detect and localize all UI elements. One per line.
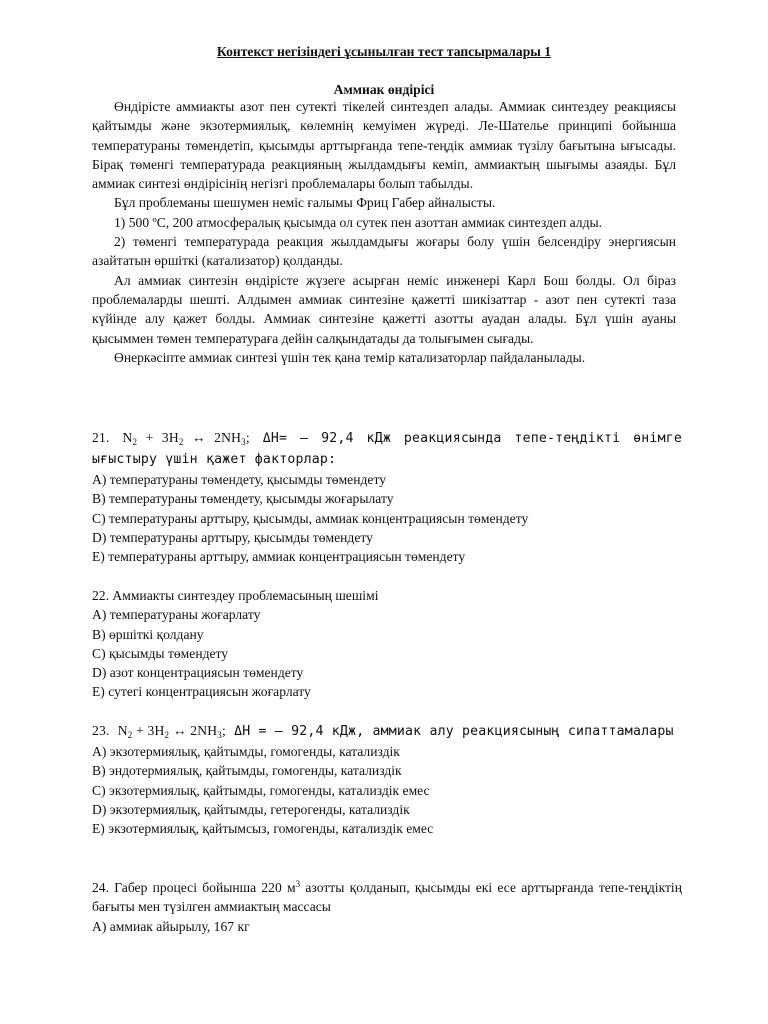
answer-option[interactable]: А) аммиак айырылу, 167 кг: [92, 918, 250, 934]
answer-option[interactable]: D) экзотермиялық, қайтымды, гетерогенды, катализдік: [92, 801, 410, 817]
answer-option[interactable]: D) азот концентрациясын төмендету: [92, 665, 304, 681]
question-text: Габер процесі бойынша 220 $м^3$ азотты қолданып, қысымды екі есе арттырғанда тепе-теңдіктің бағыты мен түзілген аммиактың массасы: [92, 879, 682, 915]
question-number: 23.: [92, 723, 110, 738]
paragraph: 2) төменгі температурада реакция жылдамдығы жоғары болу үшін белсендіру энергиясын азайтатын өршіткі (катализатор) қолданды.: [92, 234, 676, 269]
document-title: Контекст негізіндегі ұсынылған тест тапсырмалары 1: [216, 44, 552, 59]
answer-option[interactable]: С) қысымды төмендету: [92, 645, 229, 661]
answer-option[interactable]: В) өршіткі қолдану: [92, 626, 204, 642]
question-number: 21.: [92, 430, 110, 445]
intro-text: [92, 97, 676, 367]
paragraph: Өндірісте аммиакты азот пен сутекті тікелей синтездеп алады. Аммиак синтездеу реакциясы қайтымды және экзотермиялық, көлемнің кемуімен жүреді. Ле-Шателье принципі бойынша температураны төмендетіп, қысымды арттырғанда тепе-теңдік аммиак түзілу бағытына ығысады. Бірақ төменгі температурада реакцияның жылдамдығы кеміп, аммиактың шығымы азаяды. Бұл аммиак синтезі өндірісінің негізгі проблемалары болып табылды.: [92, 99, 676, 192]
question-23: [92, 720, 682, 838]
answer-option[interactable]: Е) сутегі концентрациясын жоғарлату: [92, 684, 311, 700]
paragraph: Өнеркәсіпте аммиак синтезі үшін тек қана темір катализаторлар пайдаланылады.: [114, 349, 586, 365]
question-title: [92, 878, 682, 917]
reaction-formula: $N_2 + 3H_2$ ↔ $2NH_3$;: [117, 723, 226, 740]
answer-option[interactable]: В) эндотермиялық, қайтымды, гомогенды, катализдік: [92, 763, 402, 779]
question-text: ΔH= – 92,4 кДж реакциясында тепе-теңдікті өнімге ығыстыру үшін қажет факторлар:: [92, 431, 682, 467]
answer-option[interactable]: С) температураны арттыру, қысымды, аммиак концентрациясын төмендету: [92, 510, 529, 526]
answer-option[interactable]: В) температураны төмендету, қысымды жоғарылату: [92, 491, 394, 507]
question-title: [92, 427, 682, 470]
answer-option[interactable]: С) экзотермиялық, қайтымды, гомогенды, катализдік емес: [92, 782, 430, 798]
question-22: [92, 586, 682, 702]
question-text: ΔH = – 92,4 кДж, аммиак алу реакциясының сипаттамалары: [225, 724, 674, 739]
answer-option[interactable]: А) температураны төмендету, қысымды төмендету: [92, 472, 387, 487]
question-21: [92, 427, 682, 566]
question-text: Аммиакты синтездеу проблемасының шешімі: [112, 588, 379, 603]
answer-option[interactable]: Е) температураны арттыру, аммиак концентрациясын төмендету: [92, 549, 466, 565]
answer-option[interactable]: D) температураны арттыру, қысымды төмендету: [92, 529, 373, 545]
answer-option[interactable]: А) температураны жоғарлату: [92, 607, 261, 623]
question-title: [92, 586, 682, 605]
reaction-formula: $N_2 + 3H_2$ ↔ $2NH_3$;: [122, 430, 250, 447]
paragraph: 1) 500 ºС, 200 атмосфералық қысымда ол сутек пен азоттан аммиак синтездеп алды.: [114, 214, 603, 230]
question-title: [92, 720, 682, 742]
paragraph: Бұл проблеманы шешумен неміс ғалымы Фриц Габер айналысты.: [114, 195, 496, 211]
document-subtitle: Аммиак өндірісі: [333, 82, 435, 97]
answer-option[interactable]: Е) экзотермиялық, қайтымсыз, гомогенды, катализдік емес: [92, 821, 434, 837]
question-24: [92, 878, 682, 936]
question-number: 24.: [92, 880, 109, 895]
question-number: 22.: [92, 588, 109, 603]
answer-option[interactable]: А) экзотермиялық, қайтымды, гомогенды, катализдік: [92, 744, 400, 759]
paragraph: Ал аммиак синтезін өндірісте жүзеге асырған неміс инженері Карл Бош болды. Ол біраз проблемаларды шешті. Алдымен аммиак синтезіне қажетті шикізаттар - азот пен сутекті таза күйінде алу қажет болды. Аммиак синтезіне қажетті азотты ауадан алады. Бұл үшін ауаны қысыммен төмен температураға дейін салқындатады да толығымен сығады.: [92, 272, 676, 346]
